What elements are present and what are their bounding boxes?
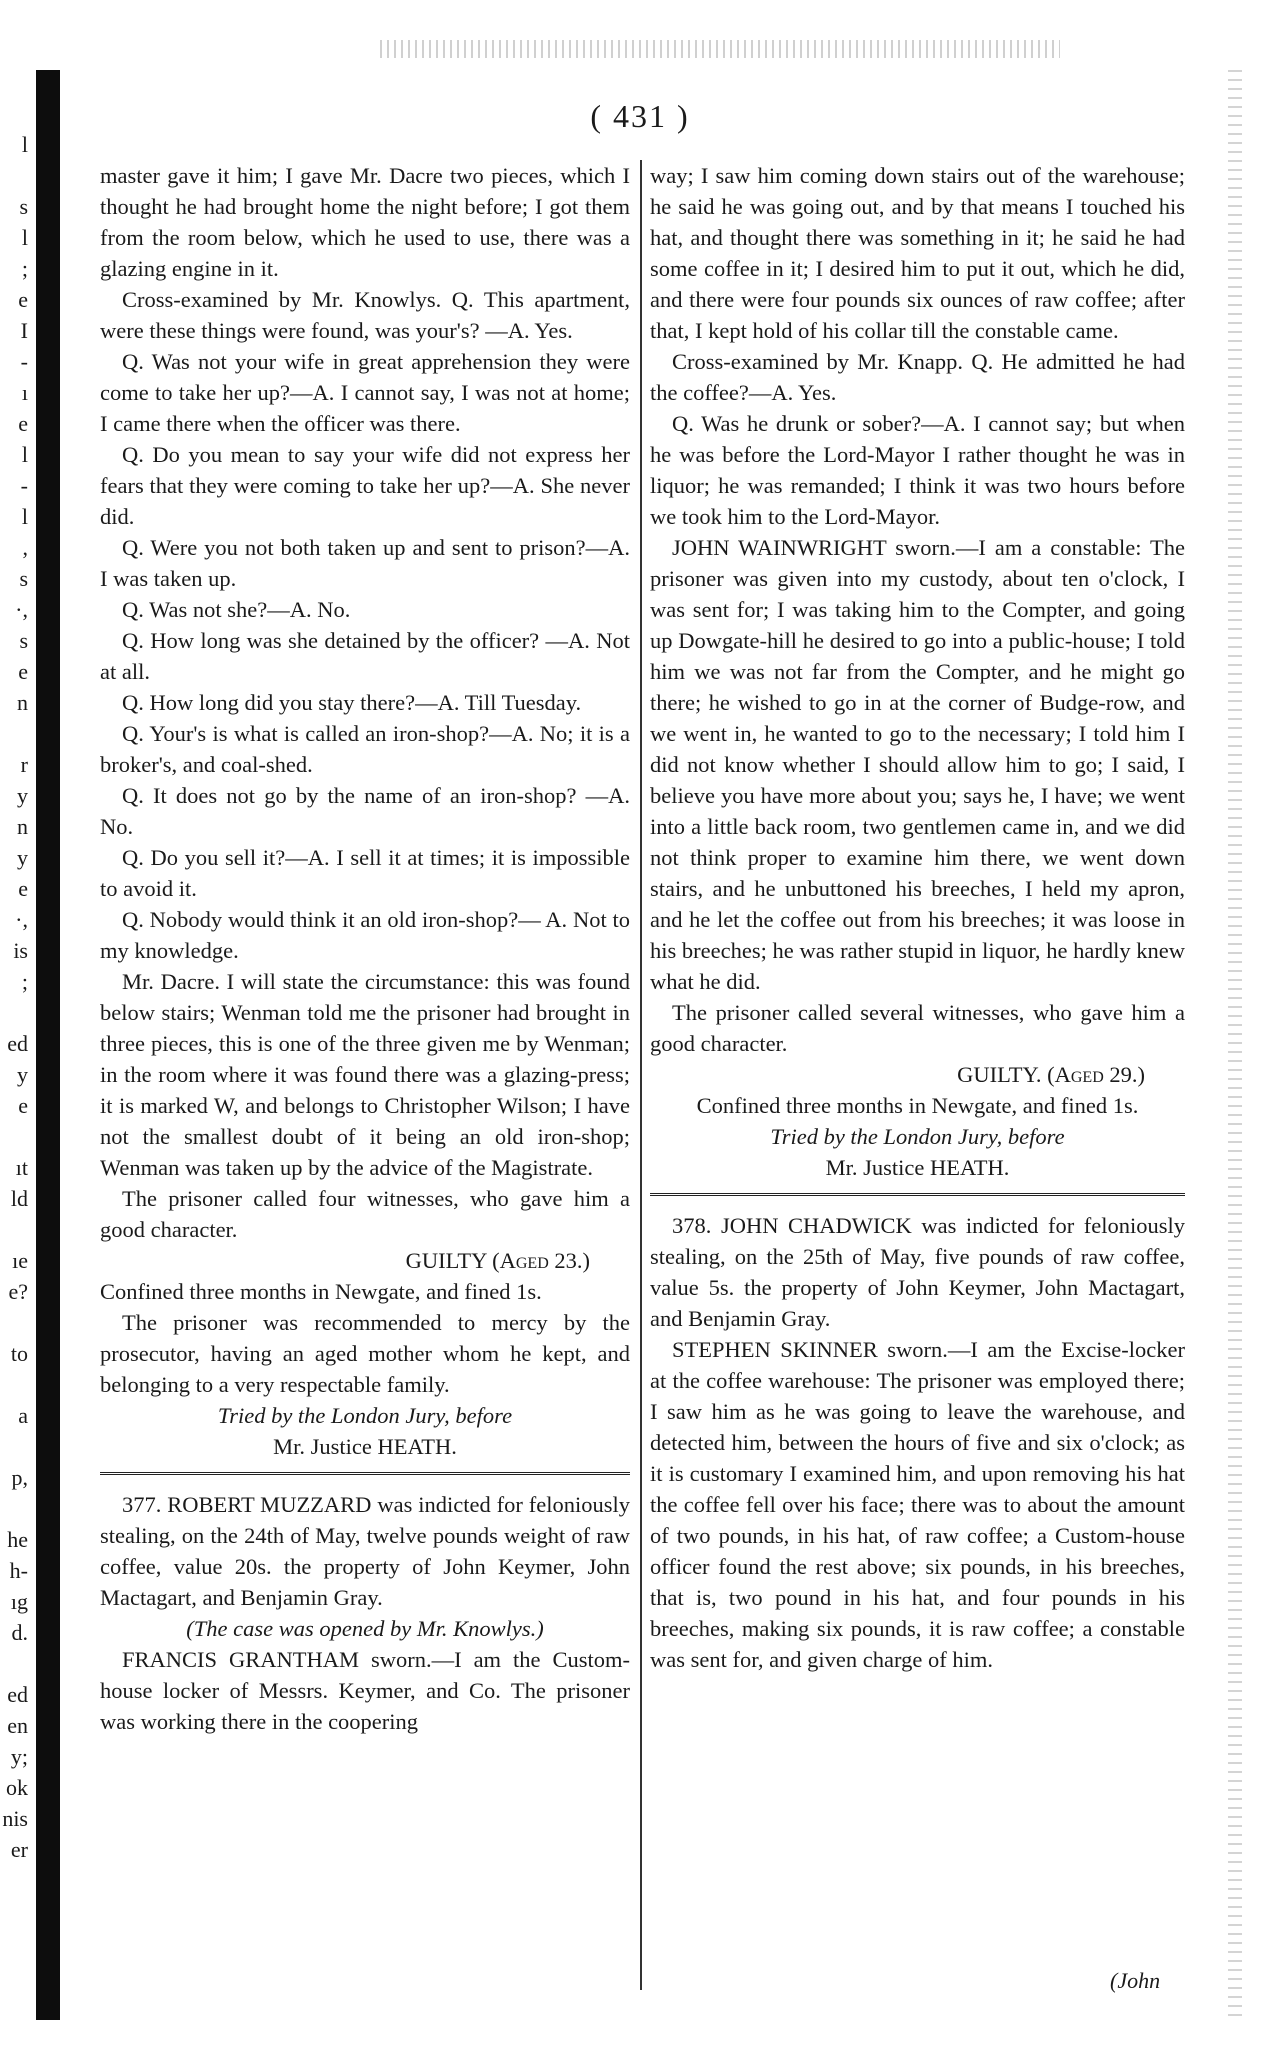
verdict: GUILTY (Aged 23.) xyxy=(405,1248,590,1273)
margin-fragment: y xyxy=(17,783,28,808)
margin-fragment: nis xyxy=(2,1806,28,1831)
margin-fragment: er xyxy=(10,1837,28,1862)
recommendation: The prisoner was recommended to mercy by the prosecutor, having an aged mother whom he kept, and belonging to a very respectable family. xyxy=(100,1310,630,1397)
margin-fragment: l xyxy=(21,504,28,529)
margin-fragment xyxy=(0,1122,34,1153)
margin-fragment xyxy=(0,719,34,750)
top-scan-noise xyxy=(380,40,1060,58)
margin-fragment: r xyxy=(20,752,28,777)
paragraph: Q. Was not your wife in great apprehension they were come to take her up?—A. I cannot say, I was not at home; I came there when the officer was there. xyxy=(100,349,630,436)
witness-testimony: FRANCIS GRANTHAM sworn.—I am the Custom-house locker of Messrs. Keymer, and Co. The prisoner was working there in the coopering xyxy=(100,1647,630,1734)
margin-fragment: - xyxy=(20,473,28,498)
page-number: ( 431 ) xyxy=(590,98,690,134)
case-note: (The case was opened by Mr. Knowlys.) xyxy=(186,1616,544,1641)
margin-fragment: is xyxy=(13,938,28,963)
margin-fragment: - xyxy=(20,349,28,374)
margin-fragment: y xyxy=(17,845,28,870)
verdict: GUILTY. (Aged 29.) xyxy=(957,1062,1145,1087)
margin-fragment: e xyxy=(18,411,28,436)
case-heading: 377. ROBERT MUZZARD was indicted for feloniously stealing, on the 24th of May, twelve pounds weight of raw coffee, value 20s. the property of John Keymer, John Mactagart, and Benjamin Gray. xyxy=(100,1492,630,1610)
tried-by: Tried by the London Jury, before xyxy=(770,1124,1065,1149)
tried-by: Tried by the London Jury, before xyxy=(217,1403,513,1428)
paragraph: Q. It does not go by the name of an iron-shop? —A. No. xyxy=(100,783,630,839)
column-divider xyxy=(640,160,642,1990)
margin-fragment: n xyxy=(17,690,28,715)
right-scan-noise xyxy=(1228,70,1242,2020)
margin-fragment: l xyxy=(21,225,28,250)
margin-fragment xyxy=(0,1370,34,1401)
margin-fragment: he xyxy=(7,1527,28,1552)
paragraph: Cross-examined by Mr. Knowlys. Q. This apartment, were these things were found, was your's? —A. Yes. xyxy=(100,287,630,343)
margin-fragment: y; xyxy=(10,1744,28,1769)
paragraph: Q. Was not she?—A. No. xyxy=(122,597,351,622)
margin-fragment xyxy=(0,161,34,192)
margin-fragment: e xyxy=(18,876,28,901)
margin-fragment xyxy=(0,1494,34,1525)
paragraph: Q. Nobody would think it an old iron-shop?— A. Not to my knowledge. xyxy=(100,907,630,963)
margin-fragment xyxy=(0,998,34,1029)
judge: Mr. Justice HEATH. xyxy=(273,1434,457,1459)
margin-fragment: en xyxy=(7,1713,28,1738)
section-rule xyxy=(100,1472,630,1475)
margin-fragment: ld xyxy=(10,1186,28,1211)
left-column xyxy=(100,160,630,1737)
margin-fragment: l xyxy=(21,132,28,157)
paragraph: way; I saw him coming down stairs out of the warehouse; he said he was going out, and by that means I touched his hat, and thought there was something in it; he said he had some coffee in it; I desired him to put it out, which he did, and there were four pounds six ounces of raw coffee; after that, I kept hold of his collar till the constable came. xyxy=(650,163,1185,343)
paragraph: JOHN WAINWRIGHT sworn.—I am a constable: The prisoner was given into my custody, about ten o'clock, I was sent for; I was taking him to the Compter, and going up Dowgate-hill he desired to go into a public-house; I told him we was not far from the Compter, and he might go there; he wished to go in at the corner of Budge-row, and we went in, he wanted to go to the necessary; I told him I did not know whether I should allow him to go; I said, I believe you have more about you; says he, I have; we went into a little back room, two gentlemen came in, and we did not think proper to examine him there, we went down stairs, and he unbuttoned his breeches, I held my apron, and he let the coffee out from his breeches; it was loose in his breeches; he was rather stupid in liquor, he hardly knew what he did. xyxy=(650,535,1185,994)
margin-fragment: e xyxy=(18,1093,28,1118)
paragraph: Cross-examined by Mr. Knapp. Q. He admitted he had the coffee?—A. Yes. xyxy=(650,349,1185,405)
margin-fragment: h- xyxy=(9,1558,28,1583)
paragraph: Q. Your's is what is called an iron-shop?—A. No; it is a broker's, and coal-shed. xyxy=(100,721,630,777)
margin-fragment xyxy=(0,1649,34,1680)
margin-fragment: p, xyxy=(11,1465,28,1490)
margin-fragment xyxy=(0,1432,34,1463)
margin-fragment: s xyxy=(19,194,28,219)
margin-fragment: y xyxy=(17,1062,28,1087)
margin-fragment: a xyxy=(18,1403,28,1428)
case-heading: 378. JOHN CHADWICK was indicted for feloniously stealing, on the 25th of May, five pounds of raw coffee, value 5s. the property of John Keymer, John Mactagart, and Benjamin Gray. xyxy=(650,1213,1185,1331)
margin-fragment: e? xyxy=(8,1279,28,1304)
book-spine-shadow xyxy=(36,70,60,2020)
margin-fragment: d. xyxy=(11,1620,28,1645)
sentence: Confined three months in Newgate, and fined 1s. xyxy=(696,1093,1139,1118)
margin-fragment: e xyxy=(18,287,28,312)
paragraph: master gave it him; I gave Mr. Dacre two pieces, which I thought he had brought home the night before; I got them from the room below, which he used to use, there was a glazing engine in it. xyxy=(100,163,630,281)
margin-fragment: ıe xyxy=(12,1248,28,1273)
margin-fragment: e xyxy=(18,659,28,684)
paragraph: The prisoner called several witnesses, who gave him a good character. xyxy=(650,1000,1185,1056)
margin-fragment: to xyxy=(10,1341,28,1366)
paragraph: Q. Do you sell it?—A. I sell it at times; it is impossible to avoid it. xyxy=(100,845,630,901)
paragraph: Q. How long was she detained by the officer? —A. Not at all. xyxy=(100,628,630,684)
margin-fragment: ıt xyxy=(15,1155,28,1180)
margin-fragment: ; xyxy=(21,256,28,281)
margin-fragment xyxy=(0,1308,34,1339)
paragraph: The prisoner called four witnesses, who gave him a good character. xyxy=(100,1186,630,1242)
paragraph: Q. Was he drunk or sober?—A. I cannot say; but when he was before the Lord-Mayor I rather thought he was in liquor; he was remanded; I think it was two hours before we took him to the Lord-Mayor. xyxy=(650,411,1185,529)
paragraph: Q. Do you mean to say your wife did not express her fears that they were coming to take her up?—A. She never did. xyxy=(100,442,630,529)
witness-testimony: STEPHEN SKINNER sworn.—I am the Excise-locker at the coffee warehouse: The prisoner was employed there; I saw him as he was going to leave the warehouse, and detected him, between the hours of five and six o'clock; as it is customary I examined him, and upon removing his hat the coffee fell over his face; there was to about the amount of two pounds, in his hat, of raw coffee; a Custom-house officer found the rest above; six pounds, in his breeches, that is, two pound in his hat, and four pounds in his breeches, making six pounds, it is raw coffee; a constable was sent for, and given charge of him. xyxy=(650,1337,1185,1672)
right-column xyxy=(650,160,1185,1675)
margin-fragment: I xyxy=(20,318,28,343)
section-rule xyxy=(650,1193,1185,1196)
facing-page-margin xyxy=(0,130,34,1866)
paragraph: Mr. Dacre. I will state the circumstance: this was found below stairs; Wenman told me the prisoner had brought in three pieces, this is one of the three given me by Wenman; in the room where it was found there was a glazing-press; it is marked W, and belongs to Christopher Wilson; I have not the smallest doubt of it being an old iron-shop; Wenman was taken up by the advice of the Magistrate. xyxy=(100,969,630,1180)
sentence: Confined three months in Newgate, and fined 1s. xyxy=(100,1279,542,1304)
margin-fragment: ; xyxy=(21,969,28,994)
margin-fragment: s xyxy=(19,566,28,591)
paragraph: Q. How long did you stay there?—A. Till Tuesday. xyxy=(122,690,582,715)
margin-fragment: ı xyxy=(21,380,28,405)
margin-fragment: s xyxy=(19,628,28,653)
margin-fragment: ed xyxy=(7,1682,28,1707)
margin-fragment: ·, xyxy=(15,597,28,622)
margin-fragment xyxy=(0,1215,34,1246)
margin-fragment: ed xyxy=(7,1031,28,1056)
paragraph: Q. Were you not both taken up and sent to prison?—A. I was taken up. xyxy=(100,535,630,591)
catchword: (John xyxy=(1110,1968,1161,1993)
margin-fragment: n xyxy=(17,814,28,839)
margin-fragment: , xyxy=(22,535,28,560)
margin-fragment: ·, xyxy=(15,907,28,932)
judge: Mr. Justice HEATH. xyxy=(825,1155,1010,1180)
margin-fragment: ıg xyxy=(10,1589,28,1614)
margin-fragment: l xyxy=(21,442,28,467)
margin-fragment: ok xyxy=(6,1775,28,1800)
